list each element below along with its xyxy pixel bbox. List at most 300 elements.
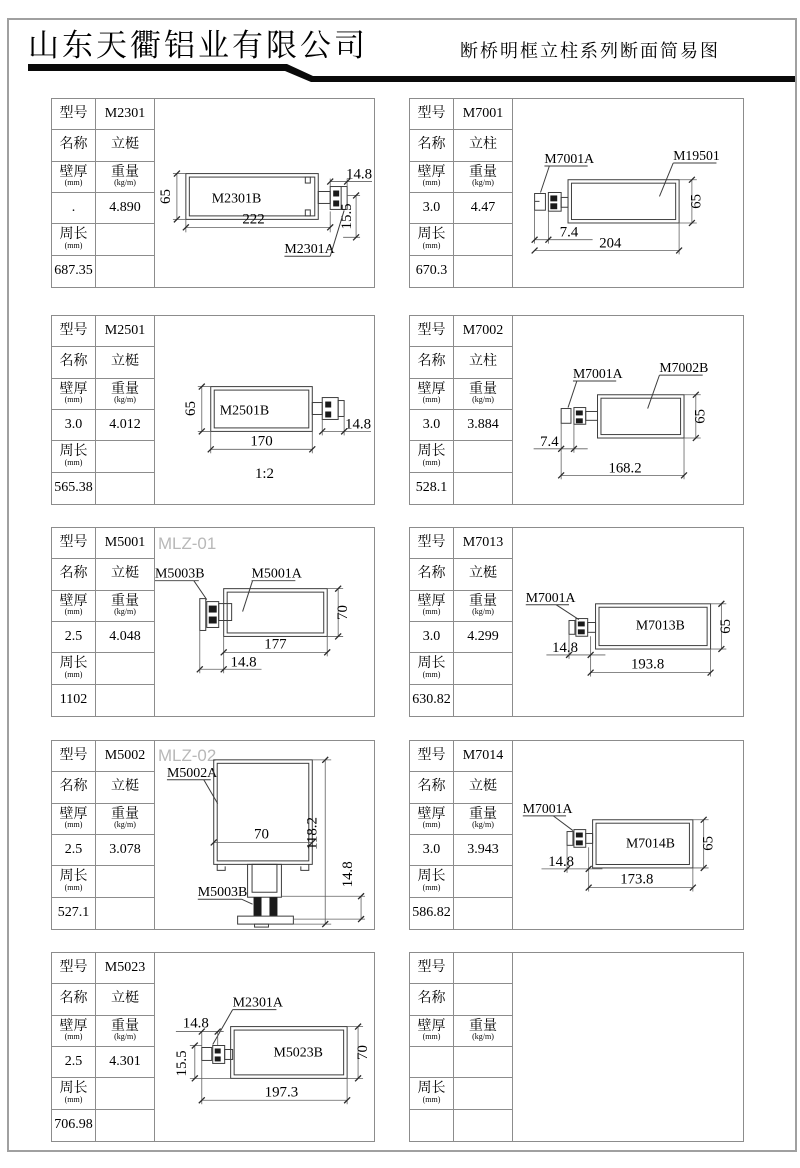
profile-card-m7013 <box>409 527 744 717</box>
perimeter-unit: (mm) <box>64 1095 83 1105</box>
model-value: M7002 <box>454 316 512 347</box>
spec-table <box>410 316 513 504</box>
drawing-area <box>512 741 743 929</box>
part-callout <box>541 151 595 192</box>
perimeter-label <box>410 1078 454 1109</box>
perimeter-text: 周长 <box>59 656 88 672</box>
dim-width-value: 173.8 <box>620 871 654 888</box>
empty-cell <box>96 685 154 716</box>
perimeter-text: 周长 <box>417 227 446 243</box>
model-label: 型号 <box>410 528 454 559</box>
part-callout <box>284 210 344 257</box>
name-label: 名称 <box>52 130 96 161</box>
drawing-area <box>154 528 374 716</box>
part-callout <box>198 885 253 904</box>
weight-label <box>454 804 512 835</box>
dim-b-value: 15.5 <box>339 203 356 230</box>
weight-value <box>454 1047 512 1078</box>
thickness-value: 3.0 <box>52 410 96 441</box>
section-drawing-m5002 <box>154 741 374 929</box>
section-drawing-m7002 <box>512 316 743 504</box>
dim-height-value: 70 <box>335 605 352 621</box>
part-label: M7001A <box>525 589 576 605</box>
name-value: 立梃 <box>454 559 512 590</box>
profile-label: M5002A <box>166 765 218 781</box>
perimeter-value: 687.35 <box>52 256 96 287</box>
dim-height <box>679 177 705 226</box>
empty-cell <box>454 898 512 929</box>
thickness-unit: (mm) <box>422 395 441 405</box>
perimeter-text: 周长 <box>417 1081 446 1097</box>
dim-a <box>541 845 602 873</box>
thickness-value: 3.0 <box>410 193 454 224</box>
model-label: 型号 <box>410 99 454 130</box>
drawing-area <box>154 316 374 504</box>
empty-cell <box>454 653 512 684</box>
profile-label: M2501B <box>219 403 270 419</box>
model-label: 型号 <box>52 316 96 347</box>
drawing-area <box>512 99 743 287</box>
thickness-unit: (mm) <box>64 1032 83 1042</box>
perimeter-value <box>410 1110 454 1141</box>
dim-width <box>586 868 696 892</box>
empty-cell <box>96 898 154 929</box>
dim-a-value: 14.8 <box>182 1015 209 1032</box>
perimeter-value: 586.82 <box>410 898 454 929</box>
weight-value: 3.078 <box>96 835 154 866</box>
profile-card-m5023 <box>51 952 375 1142</box>
section-drawing-m5023 <box>154 953 374 1141</box>
name-value: 立梃 <box>96 772 154 803</box>
profile-card-m7014 <box>409 740 744 930</box>
model-label: 型号 <box>410 953 454 984</box>
perimeter-label <box>410 866 454 897</box>
perimeter-unit: (mm) <box>64 670 83 680</box>
weight-text: 重量 <box>111 806 139 822</box>
empty-cell <box>454 1110 512 1141</box>
thickness-unit: (mm) <box>422 178 441 188</box>
weight-unit: (kg/m) <box>472 1032 494 1042</box>
weight-unit: (kg/m) <box>472 395 494 405</box>
empty-cell <box>454 866 512 897</box>
dim-height-value: 65 <box>157 189 174 204</box>
thickness-label <box>52 162 96 193</box>
perimeter-label <box>52 653 96 684</box>
profile-label: M7013B <box>635 617 685 633</box>
name-label: 名称 <box>410 130 454 161</box>
name-label: 名称 <box>410 984 454 1015</box>
dim-a-value: 14.8 <box>552 639 578 656</box>
dim-width-value: 168.2 <box>608 460 642 477</box>
section-drawing-m2501 <box>154 316 374 504</box>
weight-text: 重量 <box>111 381 139 397</box>
thickness-value: 3.0 <box>410 622 454 653</box>
weight-text: 重量 <box>111 1018 139 1034</box>
empty-cell <box>96 866 154 897</box>
thickness-label <box>52 1016 96 1047</box>
thickness-value: 2.5 <box>52 835 96 866</box>
thickness-label <box>410 162 454 193</box>
dim-b-value: 15.5 <box>173 1050 190 1077</box>
profile-card-m5002 <box>51 740 375 930</box>
thickness-value: 3.0 <box>410 835 454 866</box>
empty-cell <box>96 1110 154 1141</box>
name-label: 名称 <box>410 559 454 590</box>
part-callout <box>155 567 207 600</box>
dim-height-value: 70 <box>355 1045 372 1060</box>
drawing-area <box>154 99 374 287</box>
thickness-value: . <box>52 193 96 224</box>
model-value <box>454 953 512 984</box>
dim-inner-width-value: 70 <box>254 826 269 843</box>
empty-cell <box>454 224 512 255</box>
spec-table <box>52 99 155 287</box>
model-label: 型号 <box>52 741 96 772</box>
dim-a <box>281 861 365 922</box>
model-value: M5001 <box>96 528 154 559</box>
drawing-area <box>512 316 743 504</box>
dim-a <box>534 423 588 452</box>
profile-label: M7014B <box>626 835 675 851</box>
model-value: M2301 <box>96 99 154 130</box>
thickness-unit: (mm) <box>64 820 83 830</box>
section-drawing-m7001 <box>512 99 743 287</box>
section-drawing-m2301 <box>154 99 374 287</box>
perimeter-text: 周长 <box>417 869 446 885</box>
dim-a-value: 14.8 <box>346 166 373 183</box>
dim-height <box>183 384 211 435</box>
dim-width <box>208 431 316 453</box>
perimeter-unit: (mm) <box>422 241 441 251</box>
perimeter-text: 周长 <box>417 444 446 460</box>
name-label: 名称 <box>52 347 96 378</box>
dim-height <box>347 1024 371 1082</box>
model-label: 型号 <box>52 953 96 984</box>
weight-value: 4.012 <box>96 410 154 441</box>
thickness-text: 壁厚 <box>417 1018 446 1034</box>
dim-a <box>546 634 605 659</box>
perimeter-unit: (mm) <box>422 458 441 468</box>
empty-cell <box>454 473 512 504</box>
perimeter-unit: (mm) <box>422 883 441 893</box>
thickness-unit: (mm) <box>64 607 83 617</box>
name-value: 立梃 <box>96 559 154 590</box>
dim-height <box>158 171 186 223</box>
spec-table <box>410 953 513 1141</box>
thickness-label <box>410 1016 454 1047</box>
profile-outline <box>535 180 679 223</box>
perimeter-label <box>52 441 96 472</box>
part-callout <box>213 996 283 1045</box>
dim-width <box>588 649 714 677</box>
perimeter-text: 周长 <box>417 656 446 672</box>
dim-width-value: 222 <box>242 211 265 228</box>
profile-card-m2501 <box>51 315 375 505</box>
weight-text: 重量 <box>111 164 139 180</box>
dim-height <box>684 392 709 441</box>
thickness-label <box>52 804 96 835</box>
thickness-text: 壁厚 <box>59 806 88 822</box>
weight-label <box>96 591 154 622</box>
dim-height-value: 65 <box>718 619 735 634</box>
dim-height <box>693 817 717 871</box>
thickness-label <box>410 379 454 410</box>
profile-label: M5001A <box>251 566 302 582</box>
dim-height-value: 65 <box>700 835 717 851</box>
weight-unit: (kg/m) <box>472 820 494 830</box>
weight-label <box>454 1016 512 1047</box>
spec-table <box>52 953 155 1141</box>
empty-cell <box>454 685 512 716</box>
dim-width-value: 177 <box>264 636 287 653</box>
weight-unit: (kg/m) <box>114 178 136 188</box>
section-drawing-m7014 <box>512 741 743 929</box>
dim-height <box>327 586 351 640</box>
weight-label <box>454 162 512 193</box>
perimeter-label <box>52 1078 96 1109</box>
empty-cell <box>96 224 154 255</box>
weight-unit: (kg/m) <box>114 607 136 617</box>
perimeter-unit: (mm) <box>64 458 83 468</box>
thickness-value <box>410 1047 454 1078</box>
perimeter-unit: (mm) <box>422 670 441 680</box>
thickness-unit: (mm) <box>422 1032 441 1042</box>
profile-callout <box>648 360 709 408</box>
drawing-area <box>512 953 743 1141</box>
thickness-unit: (mm) <box>422 607 441 617</box>
part-label: M7001A <box>572 366 623 382</box>
scale-note: 1:2 <box>254 466 275 483</box>
section-drawing-m7013 <box>512 528 743 716</box>
dim-inner-width <box>211 826 316 845</box>
dim-a <box>532 210 593 243</box>
dim-a-value: 14.8 <box>345 416 372 433</box>
dim-a <box>327 167 372 187</box>
dim-width-value: 197.3 <box>264 1084 299 1101</box>
dim-width <box>532 223 682 254</box>
thickness-label <box>410 591 454 622</box>
dim-a-value: 7.4 <box>540 433 559 450</box>
profile-outline <box>186 174 347 220</box>
name-value: 立梃 <box>454 772 512 803</box>
name-value: 立梃 <box>96 130 154 161</box>
weight-value: 4.47 <box>454 193 512 224</box>
perimeter-value: 528.1 <box>410 473 454 504</box>
weight-unit: (kg/m) <box>114 820 136 830</box>
perimeter-unit: (mm) <box>422 1095 441 1105</box>
thickness-text: 壁厚 <box>59 164 88 180</box>
weight-text: 重量 <box>469 164 497 180</box>
drawing-area <box>154 953 374 1141</box>
dim-height-value: 65 <box>182 401 199 416</box>
part-label: M7001A <box>544 151 595 167</box>
dim-width-value: 204 <box>599 235 622 252</box>
name-value: 立梃 <box>96 984 154 1015</box>
empty-cell <box>454 441 512 472</box>
weight-label <box>96 162 154 193</box>
profile-card-m5001 <box>51 527 375 717</box>
perimeter-label <box>410 653 454 684</box>
weight-value: 4.299 <box>454 622 512 653</box>
profile-callout <box>167 766 218 804</box>
thickness-text: 壁厚 <box>59 1018 88 1034</box>
dim-a-value: 7.4 <box>559 224 579 241</box>
perimeter-label <box>52 866 96 897</box>
part-callout <box>568 366 623 407</box>
profile-card-m7002 <box>409 315 744 505</box>
model-value: M7001 <box>454 99 512 130</box>
drawing-area <box>154 741 374 929</box>
empty-cell <box>96 473 154 504</box>
thickness-value: 2.5 <box>52 1047 96 1078</box>
profile-label: M5023B <box>273 1045 323 1061</box>
weight-label <box>454 591 512 622</box>
thickness-label <box>52 591 96 622</box>
dim-height-value: 118.2 <box>304 816 321 851</box>
model-label: 型号 <box>410 316 454 347</box>
part-label: M2301A <box>284 242 335 258</box>
thickness-text: 壁厚 <box>417 806 446 822</box>
dim-width-value: 193.8 <box>631 656 665 673</box>
part-label: M5003B <box>197 885 248 901</box>
model-label: 型号 <box>52 528 96 559</box>
part-label: M5003B <box>154 566 205 582</box>
thickness-text: 壁厚 <box>417 164 446 180</box>
part-label: M7001A <box>522 800 573 816</box>
weight-label <box>96 379 154 410</box>
dim-a-value: 14.8 <box>230 654 257 671</box>
weight-text: 重量 <box>469 381 497 397</box>
weight-value: 4.301 <box>96 1047 154 1078</box>
thickness-text: 壁厚 <box>417 593 446 609</box>
perimeter-label <box>410 224 454 255</box>
perimeter-value: 527.1 <box>52 898 96 929</box>
profile-outline <box>200 589 327 637</box>
dim-a-value: 14.8 <box>548 853 575 870</box>
part-callout <box>523 801 573 831</box>
watermark: MLZ-01 <box>157 533 217 553</box>
weight-text: 重量 <box>469 806 497 822</box>
model-value: M5023 <box>96 953 154 984</box>
perimeter-text: 周长 <box>59 444 88 460</box>
perimeter-value: 630.82 <box>410 685 454 716</box>
page-title: 断桥明框立柱系列断面简易图 <box>460 41 720 61</box>
weight-text: 重量 <box>111 593 139 609</box>
thickness-text: 壁厚 <box>59 381 88 397</box>
header-divider-shape <box>28 64 795 82</box>
perimeter-text: 周长 <box>59 227 88 243</box>
weight-label <box>96 804 154 835</box>
dim-a-value: 14.8 <box>340 861 357 888</box>
profile-card-m2301 <box>51 98 375 288</box>
spec-table <box>410 99 513 287</box>
empty-cell <box>96 256 154 287</box>
perimeter-label <box>52 224 96 255</box>
perimeter-value: 706.98 <box>52 1110 96 1141</box>
profile-outline <box>214 760 313 927</box>
spec-table <box>52 741 155 929</box>
weight-unit: (kg/m) <box>114 395 136 405</box>
profile-callout <box>659 148 719 196</box>
name-value <box>454 984 512 1015</box>
name-label: 名称 <box>52 772 96 803</box>
model-value: M7013 <box>454 528 512 559</box>
weight-label <box>454 379 512 410</box>
header-divider <box>0 0 800 100</box>
weight-label <box>96 1016 154 1047</box>
profile-card-m7001 <box>409 98 744 288</box>
spec-table <box>410 528 513 716</box>
empty-cell <box>96 1078 154 1109</box>
empty-cell <box>96 653 154 684</box>
spec-table <box>410 741 513 929</box>
weight-unit: (kg/m) <box>472 178 494 188</box>
spec-table <box>52 316 155 504</box>
thickness-unit: (mm) <box>422 820 441 830</box>
dim-height-value: 65 <box>692 409 709 424</box>
dim-width-value: 170 <box>250 433 273 450</box>
thickness-text: 壁厚 <box>59 593 88 609</box>
weight-value: 3.943 <box>454 835 512 866</box>
name-value: 立梃 <box>96 347 154 378</box>
name-value: 立柱 <box>454 347 512 378</box>
perimeter-value: 670.3 <box>410 256 454 287</box>
name-label: 名称 <box>410 772 454 803</box>
perimeter-value: 565.38 <box>52 473 96 504</box>
model-value: M7014 <box>454 741 512 772</box>
perimeter-text: 周长 <box>59 869 88 885</box>
profile-label: M7002B <box>659 360 709 376</box>
drawing-area <box>512 528 743 716</box>
dim-a <box>176 1016 224 1048</box>
part-label: M2301A <box>232 995 283 1011</box>
dim-width <box>199 1060 350 1104</box>
thickness-value: 2.5 <box>52 622 96 653</box>
dim-height <box>711 601 735 652</box>
profile-label: M19501 <box>673 148 720 164</box>
model-value: M5002 <box>96 741 154 772</box>
thickness-label <box>52 379 96 410</box>
model-label: 型号 <box>52 99 96 130</box>
section-drawing-m5001 <box>154 528 374 716</box>
dim-width <box>558 438 687 479</box>
thickness-label <box>410 804 454 835</box>
thickness-value: 3.0 <box>410 410 454 441</box>
model-value: M2501 <box>96 316 154 347</box>
empty-cell <box>454 256 512 287</box>
perimeter-unit: (mm) <box>64 241 83 251</box>
thickness-unit: (mm) <box>64 395 83 405</box>
weight-value: 4.048 <box>96 622 154 653</box>
weight-value: 4.890 <box>96 193 154 224</box>
company-name: 山东天衢铝业有限公司 <box>28 28 368 63</box>
name-label: 名称 <box>52 559 96 590</box>
name-value: 立柱 <box>454 130 512 161</box>
perimeter-value: 1102 <box>52 685 96 716</box>
model-label: 型号 <box>410 741 454 772</box>
weight-value: 3.884 <box>454 410 512 441</box>
empty-cell <box>96 441 154 472</box>
profile-label: M2301B <box>211 191 262 207</box>
name-label: 名称 <box>52 984 96 1015</box>
dim-height-value: 65 <box>688 193 705 209</box>
spec-table <box>52 528 155 716</box>
weight-unit: (kg/m) <box>114 1032 136 1042</box>
thickness-text: 壁厚 <box>417 381 446 397</box>
name-label: 名称 <box>410 347 454 378</box>
profile-card-empty <box>409 952 744 1142</box>
weight-text: 重量 <box>469 593 497 609</box>
